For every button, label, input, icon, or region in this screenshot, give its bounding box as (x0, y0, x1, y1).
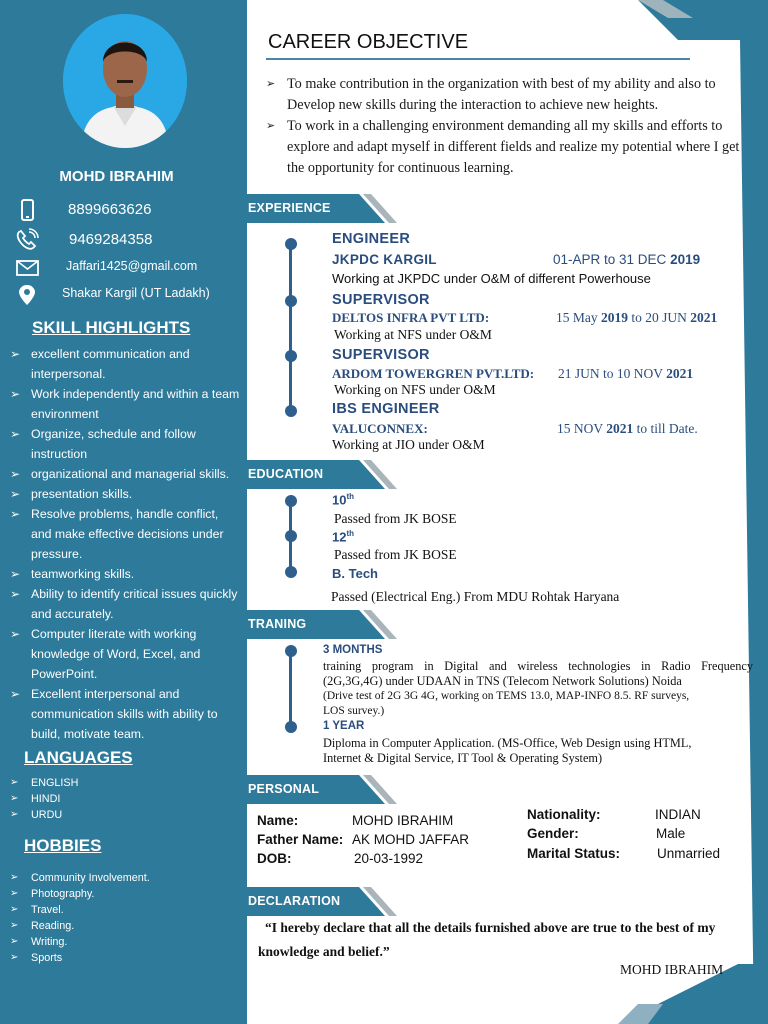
personal-section-bar (247, 775, 397, 804)
list-item: ➢ Computer literate with working knowledge of Word, Excel, and PowerPoint. (10, 624, 240, 684)
skills-list (10, 344, 240, 744)
training-section-bar (247, 610, 397, 639)
languages-list (10, 775, 240, 823)
list-item: ➢ excellent communication and interpersonal. (10, 344, 240, 384)
job-role: SUPERVISOR (332, 292, 430, 308)
father-label: Father Name: (257, 832, 344, 847)
list-item: ➢ Writing. (10, 934, 240, 950)
list-item: ➢ organizational and managerial skills. (10, 464, 240, 484)
marital-label: Marital Status: (527, 846, 621, 861)
timeline-dot (285, 566, 297, 578)
job-company: DELTOS INFRA PVT LTD: (332, 310, 490, 325)
name-value: MOHD IBRAHIM (352, 813, 454, 828)
list-item: ➢ Excellent interpersonal and communication skills with ability to build, motivate team. (10, 684, 240, 744)
experience-timeline (289, 244, 292, 412)
job-date: 15 NOV 2021 to till Date. (557, 421, 698, 436)
timeline-dot (285, 495, 297, 507)
gender-label: Gender: (527, 826, 579, 841)
phone-call-icon (14, 228, 40, 252)
personal-label: PERSONAL (248, 782, 320, 796)
address-text: Shakar Kargil (UT Ladakh) (62, 286, 210, 300)
list-item: ➢ teamworking skills. (10, 564, 240, 584)
profile-photo (63, 14, 187, 148)
list-item: ➢ URDU (10, 807, 240, 823)
timeline-dot (285, 238, 297, 250)
dob-label: DOB: (257, 851, 292, 866)
signature-name: MOHD IBRAHIM (620, 962, 724, 977)
timeline-dot (285, 645, 297, 657)
timeline-dot (285, 405, 297, 417)
timeline-dot (285, 295, 297, 307)
contact-phone2 (0, 228, 247, 252)
training-label: TRANING (248, 617, 307, 631)
list-item: ➢ Sports (10, 950, 240, 966)
timeline-dot (285, 350, 297, 362)
skills-heading: SKILL HIGHLIGHTS (32, 318, 191, 337)
experience-label: EXPERIENCE (248, 201, 331, 215)
dob-value: 20-03-1992 (354, 851, 424, 866)
title-divider (266, 58, 690, 60)
hobbies-list (10, 870, 240, 966)
nationality-label: Nationality: (527, 807, 601, 822)
declaration-section-bar (247, 887, 397, 916)
objective-list (266, 74, 750, 179)
education-level: 10th (332, 492, 355, 508)
father-value: AK MOHD JAFFAR (352, 832, 470, 847)
job-desc: Working at JIO under O&M (332, 437, 485, 452)
education-label: EDUCATION (248, 467, 324, 481)
job-desc: Working at JKPDC under O&M of different Powerhouse (332, 271, 651, 286)
marital-value: Unmarried (657, 846, 721, 861)
phone1-text[interactable]: 8899663626 (68, 201, 152, 218)
education-level: 12th (332, 529, 355, 545)
list-item: ➢ presentation skills. (10, 484, 240, 504)
job-role: SUPERVISOR (332, 347, 430, 363)
contact-email (0, 256, 247, 280)
sidebar (0, 0, 247, 1024)
job-date: 21 JUN to 10 NOV 2021 (558, 366, 694, 381)
nationality-value: INDIAN (655, 807, 701, 822)
education-section-bar (247, 460, 397, 489)
list-item: ➢ HINDI (10, 791, 240, 807)
list-item: ➢ Photography. (10, 886, 240, 902)
job-company: JKPDC KARGIL (332, 252, 437, 267)
education-level: B. Tech (332, 566, 378, 581)
training-desc: training program in Digital and wireless technologies in Radio Frequency (2G,3G,4G) under UDAAN in TNS (Telecom Network Solutions) Noida (Drive test of 2G 3G 4G, working on TEMS 13.0, MAP-INFO 8.5. RF surveys, LOS survey.) (323, 659, 753, 717)
training-timeline (289, 652, 292, 727)
list-item: ➢ Reading. (10, 918, 240, 934)
timeline-dot (285, 530, 297, 542)
languages-heading: LANGUAGES (24, 748, 133, 767)
name-label: Name: (257, 813, 299, 828)
objective-title: CAREER OBJECTIVE (268, 31, 469, 53)
gender-value: Male (656, 826, 686, 841)
list-item: ➢ ENGLISH (10, 775, 240, 791)
list-item: ➢ Resolve problems, handle conflict, and make effective decisions under pressure. (10, 504, 240, 564)
person-avatar-icon (63, 14, 187, 148)
list-item: ➢ Work independently and within a team environment (10, 384, 240, 424)
list-item: ➢ Ability to identify critical issues quickly and accurately. (10, 584, 240, 624)
job-desc: Working at NFS under O&M (334, 327, 492, 342)
job-date: 15 May 2019 to 20 JUN 2021 (556, 310, 718, 325)
job-company: VALUCONNEX: (332, 421, 428, 436)
job-company: ARDOM TOWERGREN PVT.LTD: (332, 366, 535, 381)
contact-address (0, 283, 247, 307)
mobile-phone-icon (14, 198, 40, 222)
hobbies-heading: HOBBIES (24, 836, 102, 855)
declaration-label: DECLARATION (248, 894, 341, 908)
list-item: ➢ To make contribution in the organization with best of my ability and also to Develop new skills during the interaction to achieve new heights. (266, 74, 750, 116)
education-desc: Passed from JK BOSE (334, 547, 457, 562)
timeline-dot (285, 721, 297, 733)
declaration-text: “I hereby declare that all the details furnished above are true to the best of my knowledge and belief.” (258, 920, 716, 959)
list-item: ➢ Travel. (10, 902, 240, 918)
education-desc: Passed from JK BOSE (334, 511, 457, 526)
envelope-icon (14, 256, 40, 280)
education-desc: Passed (Electrical Eng.) From MDU Rohtak Haryana (331, 589, 620, 604)
phone2-text[interactable]: 9469284358 (69, 231, 153, 248)
job-desc: Working on NFS under O&M (334, 382, 496, 397)
job-role: ENGINEER (332, 231, 411, 247)
training-desc: Diploma in Computer Application. (MS-Office, Web Design using HTML, Internet & Digital Service, IT Tool & Operating System) (323, 736, 692, 765)
list-item: ➢ To work in a challenging environment demanding all my skills and efforts to explore and adapt myself in different fields and realize my potential where I get the opportunity for continuous learning. (266, 116, 750, 179)
location-pin-icon (14, 283, 40, 307)
contact-phone1 (0, 198, 247, 222)
job-role: IBS ENGINEER (332, 401, 440, 417)
email-text[interactable]: Jaffari1425@gmail.com (66, 259, 198, 273)
training-duration: 1 YEAR (323, 720, 365, 732)
list-item: ➢ Community Involvement. (10, 870, 240, 886)
job-date: 01-APR to 31 DEC 2019 (553, 252, 701, 267)
experience-section-bar (247, 194, 397, 223)
sidebar-name: MOHD IBRAHIM (59, 168, 174, 185)
training-duration: 3 MONTHS (323, 644, 383, 656)
list-item: ➢ Organize, schedule and follow instruction (10, 424, 240, 464)
